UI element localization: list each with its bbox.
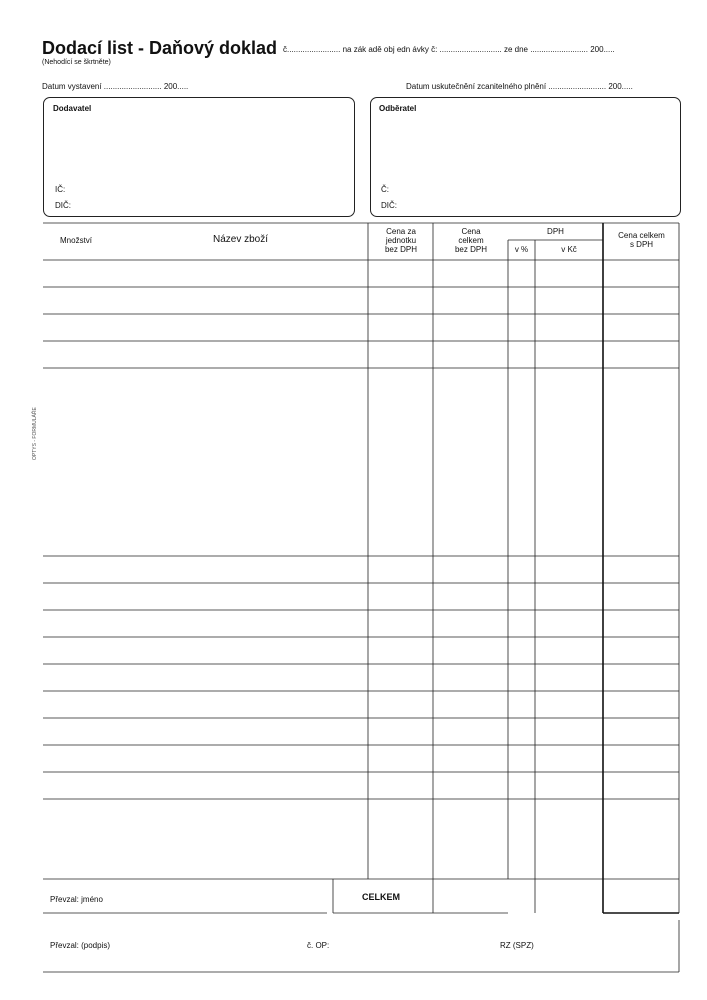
issue-date-line: Datum vystavení .......................... 200..... — [42, 82, 189, 91]
col-total-vat-line1: Cena celkem — [618, 231, 665, 240]
document-title: Dodací list - Daňový doklad — [42, 38, 278, 58]
customer-label: Odběratel — [379, 104, 417, 113]
col-vat-czk-header: v Kč — [561, 245, 577, 254]
col-unit-price-line3: bez DPH — [384, 245, 417, 254]
col-total-vat-line2: s DPH — [629, 240, 654, 249]
publisher-side-text: OPTYS - FORMULÁŘE — [32, 407, 38, 460]
col-total-price-line3: bez DPH — [454, 245, 487, 254]
col-total-vat-header — [604, 231, 679, 249]
supplier-dic-field: DIČ: — [55, 201, 71, 210]
id-card-label: č. OP: — [307, 941, 330, 950]
col-unit-price-header — [370, 227, 432, 254]
received-name-label: Převzal: jméno — [50, 895, 103, 904]
strike-note: (Nehodící se škrtněte) — [42, 59, 111, 66]
col-unit-price-line1: Cena za — [386, 227, 416, 236]
col-total-price-line1: Cena — [461, 227, 481, 236]
customer-ic-field: Č: — [381, 185, 389, 194]
license-plate-label: RZ (SPZ) — [500, 941, 534, 950]
col-qty-header: Množství — [60, 236, 93, 245]
customer-dic-field: DIČ: — [381, 201, 397, 210]
col-vat-header: DPH — [547, 227, 564, 236]
col-vat-pct-header: v % — [514, 245, 529, 254]
col-total-price-line2: celkem — [458, 236, 484, 245]
received-signature-label: Převzal: (podpis) — [50, 941, 111, 950]
supplier-label: Dodavatel — [53, 104, 92, 113]
document-number-line: č........................ na zák adě obj edn ávky č: ............................ ze dne .......................... 200..... — [283, 45, 615, 54]
col-total-price-header — [435, 227, 507, 254]
supply-date-line: Datum uskutečnění zcanitelného plnění .......................... 200..... — [406, 82, 633, 91]
total-label: CELKEM — [362, 892, 400, 902]
supplier-ic-field: IČ: — [55, 185, 66, 194]
col-name-header: Název zboží — [213, 234, 269, 245]
col-unit-price-line2: jednotku — [385, 236, 417, 245]
